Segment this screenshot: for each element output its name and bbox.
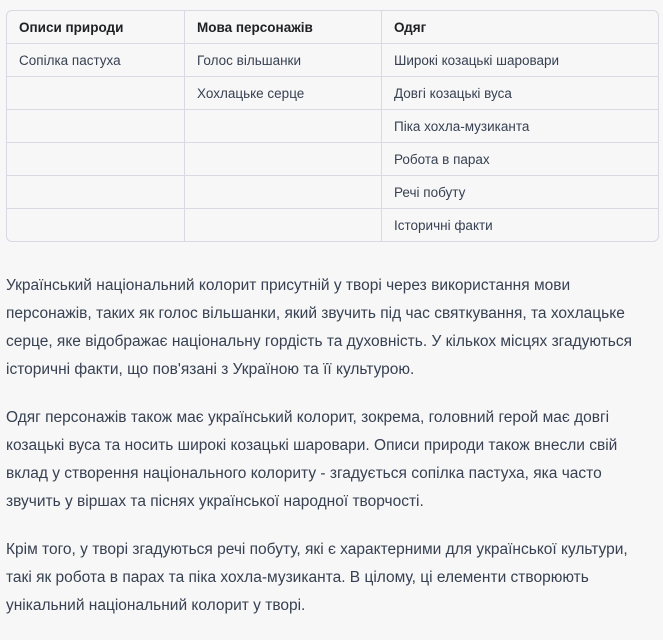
text-line: Український національний колорит присутній у творі через використання мови xyxy=(6,277,571,294)
text-line: унікальний національний колорит у творі. xyxy=(6,597,306,614)
text-line: серце, яке відображає національну гордість та духовність. У кількох місцях згадуються xyxy=(6,333,633,350)
table-cell: Історичні факти xyxy=(382,209,659,242)
paragraph xyxy=(6,272,661,384)
column-header: Мова персонажів xyxy=(185,11,382,44)
text-line: Крім того, у творі згадуються речі побуту, які є характерними для української культури, xyxy=(6,541,628,558)
paragraph xyxy=(6,536,661,620)
table-cell xyxy=(7,176,185,209)
table-cell xyxy=(185,110,382,143)
table-cell xyxy=(7,77,185,110)
table-cell: Широкі козацькі шаровари xyxy=(382,44,659,77)
column-header: Описи природи xyxy=(19,19,124,35)
text-line: вклад у створення національного колориту - згадується сопілка пастуха, яка часто xyxy=(6,465,602,482)
column-header: Одяг xyxy=(382,11,659,44)
table-cell xyxy=(7,110,185,143)
text-line: персонажів, таких як голос вільшанки, який звучить під час святкування, та хохлацьке xyxy=(6,305,625,322)
table-cell xyxy=(185,176,382,209)
table-cell xyxy=(7,143,185,176)
text-line: такі як робота в парах та піка хохла-музиканта. В цілому, ці елементи створюють xyxy=(6,569,589,586)
table-row xyxy=(7,176,658,209)
paragraph xyxy=(6,404,661,516)
table-cell xyxy=(185,143,382,176)
text-line: Одяг персонажів також має український колорит, зокрема, головний герой має довгі xyxy=(6,409,610,426)
table-row xyxy=(7,143,658,176)
table-cell xyxy=(185,209,382,242)
table-cell xyxy=(7,209,185,242)
text-line: історичні факти, що пов'язані з Україною та її культурою. xyxy=(6,361,415,378)
table-row xyxy=(7,209,658,242)
table-cell: Хохлацьке серце xyxy=(185,77,382,110)
table-cell: Довгі козацькі вуса xyxy=(382,77,659,110)
table-row xyxy=(7,110,658,143)
table-cell: Речі побуту xyxy=(382,176,659,209)
response-text xyxy=(6,272,661,640)
data-table xyxy=(6,10,659,242)
text-line: звучить у віршах та піснях української народної творчості. xyxy=(6,493,424,510)
table-row xyxy=(7,44,658,77)
table-cell: Голос вільшанки xyxy=(185,44,382,77)
text-line: козацькі вуса та носить широкі козацькі шаровари. Описи природи також внесли свій xyxy=(6,437,618,454)
table-cell: Сопілка пастуха xyxy=(7,44,185,77)
table-cell: Піка хохла-музиканта xyxy=(382,110,659,143)
table-cell: Робота в парах xyxy=(382,143,659,176)
table-row xyxy=(7,77,658,110)
table-header-row xyxy=(7,11,658,44)
